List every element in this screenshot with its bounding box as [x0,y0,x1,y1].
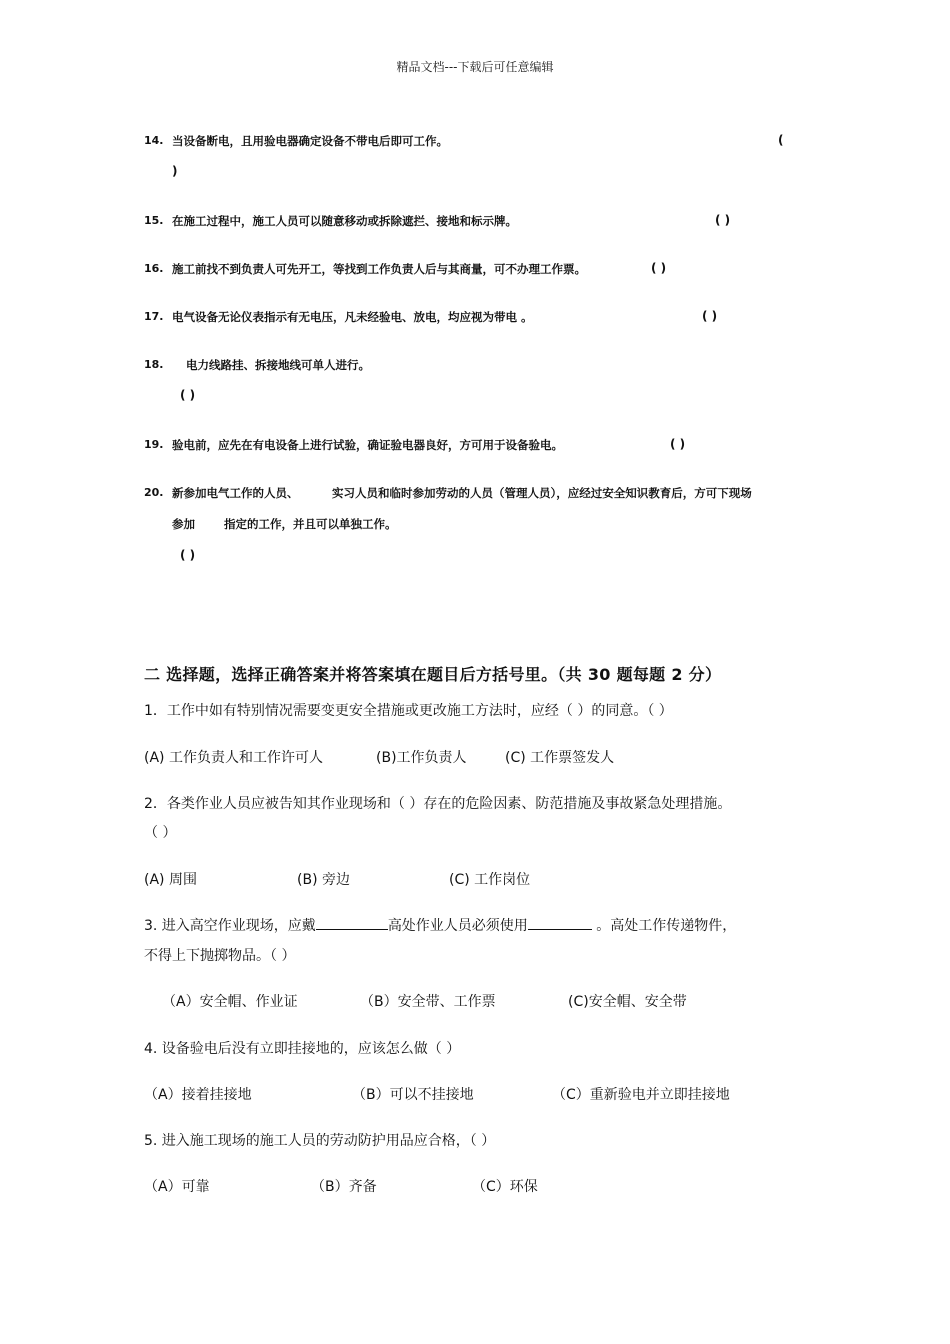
mc-question-1: 1．工作中如有特别情况需要变更安全措施或更改施工方法时，应经（ ）的同意。（ ） [144,703,673,719]
question-text: 在施工过程中，施工人员可以随意移动或拆除遮拦、接地和标示牌。 [172,214,517,228]
question-number: 15. [144,214,164,227]
section-title: 二 选择题，选择正确答案并将答案填在题目后方括号里。（共 30 题每题 2 分） [144,665,722,684]
option-c: （C）重新验电并立即挂接地 [552,1087,730,1103]
option-a: （A）安全帽、作业证 [162,994,298,1010]
mc-question-3-line2: 不得上下抛掷物品。（ ） [144,948,296,964]
mc-question-2: 2．各类作业人员应被告知其作业现场和（ ）存在的危险因素、防范措施及事故紧急处理措施。 [144,796,732,812]
option-b: （B）可以不挂接地 [352,1087,474,1103]
question-text: 参加 [172,517,195,531]
option-a: (A) 周围 [144,872,197,888]
option-a: （A）接着挂接地 [144,1087,252,1103]
answer-paren: ( ) [702,309,718,323]
option-c: (C) 工作岗位 [449,872,531,888]
answer-paren: ( ) [180,388,196,402]
option-c: （C）环保 [472,1179,538,1195]
q3-part3: 。高处工作传递物件， [591,918,737,934]
answer-blank [528,915,592,930]
option-a: （A）可靠 [144,1179,210,1195]
answer-paren-open: ( [778,133,784,147]
option-b: (B) 旁边 [297,872,350,888]
option-b: (B)工作负责人 [376,750,467,766]
page-header: 精品文档---下载后可任意编辑 [396,60,554,74]
mc-question-2-paren: （ ） [144,825,177,841]
answer-paren: ( ) [651,261,667,275]
option-b: （B）齐备 [311,1179,377,1195]
question-number: 19. [144,438,164,451]
mc-question-4: 4. 设备验电后没有立即挂接地的，应该怎么做（ ） [144,1041,461,1057]
question-text: 电力线路挂、拆接地线可单人进行。 [186,358,370,372]
answer-paren: ( ) [670,437,686,451]
answer-paren: ( ) [180,548,196,562]
question-text: 施工前找不到负责人可先开工，等找到工作负责人后与其商量，可不办理工作票。 [172,262,586,276]
mc-question-3 [144,915,736,935]
question-text: 新参加电气工作的人员、 [172,486,299,500]
question-number: 20. [144,486,164,499]
option-c: (C) 工作票签发人 [505,750,615,766]
question-number: 17. [144,310,164,323]
q3-part2: 高处作业人员必须使用 [387,918,528,934]
question-number: 14. [144,134,164,147]
answer-blank [316,915,388,930]
question-text: 验电前，应先在有电设备上进行试验，确证验电器良好，方可用于设备验电。 [172,438,563,452]
question-text: 当设备断电，且用验电器确定设备不带电后即可工作。 [172,134,448,148]
option-c: (C)安全帽、安全带 [568,994,687,1010]
question-number: 16. [144,262,164,275]
option-a: (A) 工作负责人和工作许可人 [144,750,323,766]
question-text: 电气设备无论仪表指示有无电压，凡未经验电、放电，均应视为带电 。 [172,310,533,324]
question-text: 实习人员和临时参加劳动的人员（管理人员），应经过安全知识教育后，方可下现场 [332,486,752,500]
mc-question-5: 5. 进入施工现场的施工人员的劳动防护用品应合格，（ ） [144,1133,496,1149]
option-b: （B）安全带、工作票 [360,994,496,1010]
answer-paren: ( ) [715,213,731,227]
question-number: 18. [144,358,164,371]
question-text: 指定的工作，并且可以单独工作。 [224,517,397,531]
q3-part1: 3. 进入高空作业现场，应戴 [144,918,316,934]
answer-paren-close: ) [172,164,178,178]
